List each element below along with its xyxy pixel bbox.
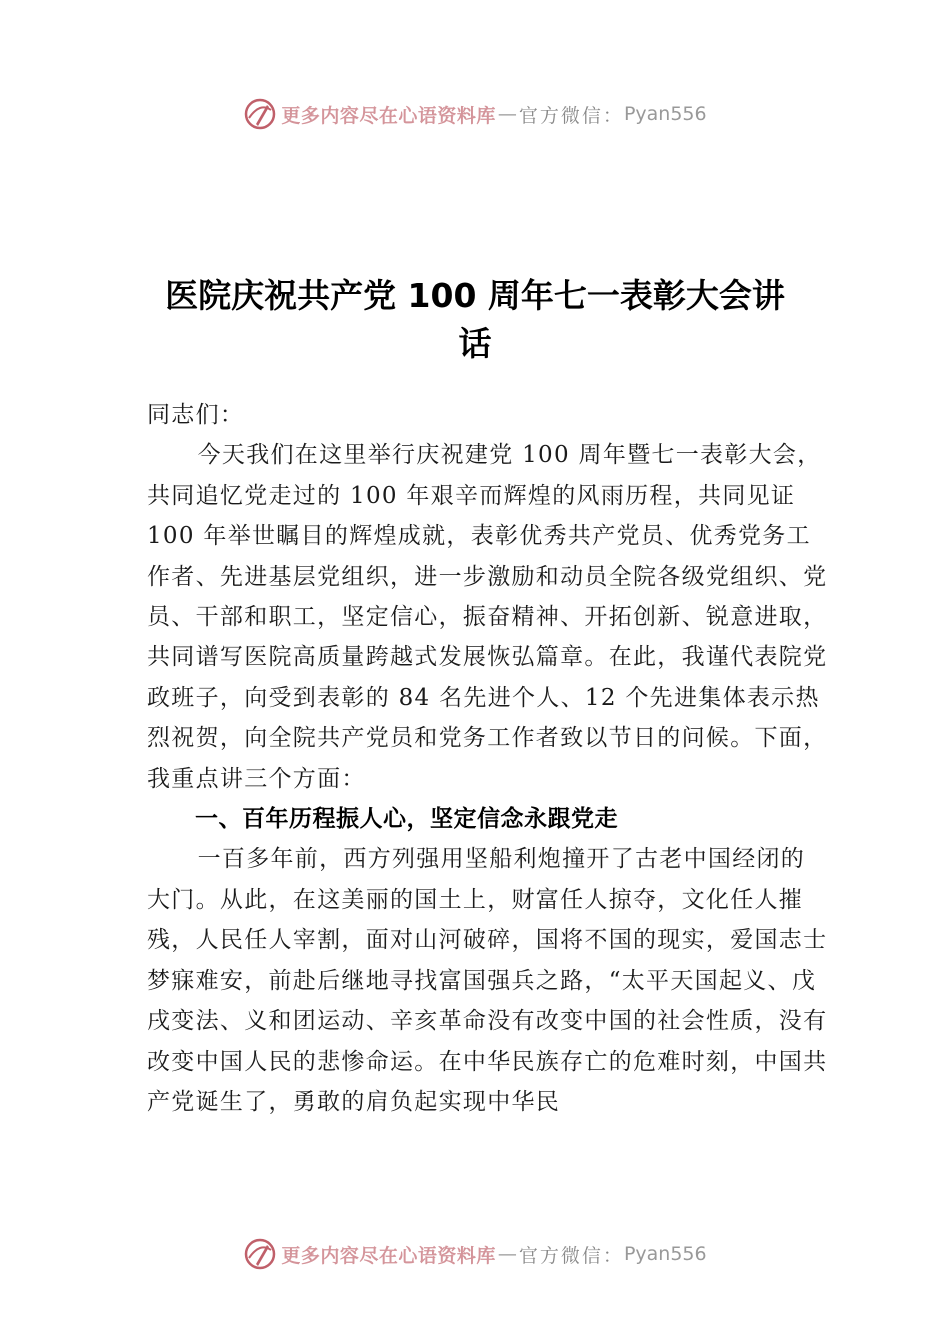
salutation: 同志们：: [147, 402, 245, 428]
section-heading: 一、百年历程振人心，坚定信念永跟党走: [195, 806, 618, 833]
watermark-label: 官方微信：: [518, 1244, 624, 1267]
watermark-label: 官方微信：: [518, 104, 624, 127]
watermark-wechat-id: Pyan556: [623, 1243, 707, 1265]
paragraph: 一百多年前，西方列强用坚船利炮撞开了古老中国经闭的大门。从此，在这美丽的国土上，财富任人掠夺，文化任人摧残，人民任人宰割，面对山河破碎，国将不国的现实，爱国志士梦寐难安，前赴后继地寻找富国强兵之路，“太平天国起义、戊戌变法、义和团运动、辛亥革命没有改变中国的社会性质，没有改变中国人民的悲惨命运。在中华民族存亡的危难时刻，中国共产党诞生了，勇敢的肩负起实现中华民: [147, 846, 828, 1115]
watermark-wechat-id: Pyan556: [623, 103, 707, 125]
watermark-dash: —: [497, 1243, 517, 1265]
header-watermark: [0, 96, 950, 132]
title-line-1: 医院庆祝共产党 100 周年七一表彰大会讲: [165, 276, 785, 315]
paragraph: 今天我们在这里举行庆祝建党 100 周年暨七一表彰大会，共同追忆党走过的 100 年艰辛而辉煌的风雨历程，共同见证 100 年举世瞩目的辉煌成就，表彰优秀共产党员、优秀党务工作者、先进基层党组织，进一步激励和动员全院各级党组织、党员、干部和职工，坚定信心，振奋精神、开拓创新、锐意进取，共同谱写医院高质量跨越式发展恢弘篇章。在此，我谨代表院党政班子，向受到表彰的 84 名先进个人、12 个先进集体表示热烈祝贺，向全院共产党员和党务工作者致以节日的问候。下面，我重点讲三个方面：: [147, 442, 828, 792]
document-title: [140, 272, 810, 368]
watermark-main-text: 更多内容尽在心语资料库: [281, 1244, 496, 1267]
footer-watermark: [0, 1236, 950, 1272]
title-line-2: 话: [458, 324, 492, 363]
watermark-main-text: 更多内容尽在心语资料库: [281, 104, 496, 127]
logo-icon: [243, 1237, 277, 1271]
logo-icon: [243, 97, 277, 131]
document-body: [147, 395, 829, 1122]
watermark-dash: —: [497, 103, 517, 125]
